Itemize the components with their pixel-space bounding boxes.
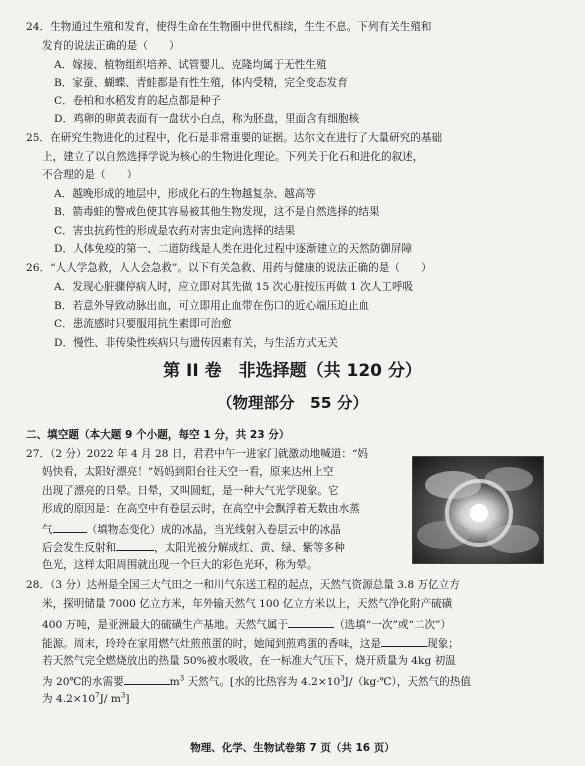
sun-halo-photo [412, 456, 544, 564]
sun-halo-image [413, 457, 543, 563]
q26-stem-line-1: 26．“人人学急救，人人会急救”。以下有关急救、用药与健康的说法正确的是（ ） [26, 262, 432, 274]
q26-option-d: D．慢性、非传染性疾病只与遗传因素有关，与生活方式无关 [54, 337, 338, 349]
q28-line-2: 米，探明储量 7000 亿立方米，年外输天然气 100 亿立方米以上，天然气净化附产硫磺 [42, 598, 453, 610]
q25-stem-line-2: 上，建立了以自然选择学说为核心的生物进化理论。下列关于化石和进化的叙述， [42, 151, 424, 163]
q24-option-b: B．家蚕、蝴蝶、青蛙都是有性生殖，体内受精，完全变态发育 [54, 77, 348, 89]
q26-option-a: A．发现心脏骤停病人时，应立即对其先做 15 次心脏按压再做 1 次人工呼吸 [54, 281, 414, 293]
q28-blank-3[interactable] [124, 673, 170, 685]
q27-line-7: 色光，这样太阳周围就出现一个巨大的彩色光环，称为晕。 [42, 559, 318, 571]
q27-line-4: 形成的原因是：在高空中有卷层云时，在高空中会飘浮着无数由水蒸 [42, 503, 360, 515]
part-heading: 二、填空题（本大题 9 个小题，每空 1 分，共 23 分） [26, 429, 290, 441]
q28-line-6: 为 20℃的水需要 $m^3$ 天然气。[水的比热容为 $4.2\times 10^3J/(kg\cdot℃)$，天然气的热值 [42, 674, 471, 688]
q25-option-b: B．箭毒蛙的警戒色使其容易被其他生物发现，这不是自然选择的结果 [54, 206, 380, 218]
q28-line-5: 若天然气完全燃烧放出的热量 50%被水吸收，在一标准大气压下，烧开质量为 4kg 初温 [42, 655, 456, 667]
q24-option-d: D．鸡卵的卵黄表面有一盘状小白点，称为胚盘，里面含有细胞核 [54, 113, 360, 125]
q27-line-6: 后会发生反射和 ，太阳光被分解成红、黄、绿、紫等多种 [42, 539, 345, 555]
q27-line-5: 气 （填物态变化）成的冰晶，当光线射入卷层云中的冰晶 [42, 521, 341, 537]
q25-option-c: C．害虫抗药性的形成是农药对害虫定向选择的结果 [54, 225, 296, 237]
q24-stem-line-2: 发育的说法正确的是（ ） [42, 40, 180, 52]
q28-line-7: 为 $4.2\times 10^7J/$ $m^3$] [42, 691, 130, 705]
q26-option-c: C．患流感时只要服用抗生素即可治愈 [54, 318, 232, 330]
q25-stem-line-1: 25．在研究生物进化的过程中，化石是非常重要的证据。达尔文在进行了大量研究的基础 [26, 132, 443, 144]
q27-blank-1[interactable] [53, 521, 87, 533]
q28-line-1: 28．（3 分）达州是全国三大气田之一和川气东送工程的起点，天然气资源总量 3.8 万亿立方 [26, 579, 460, 591]
q25-stem-line-3: 不合理的是（ ） [42, 169, 138, 181]
q25-option-d: D．人体免疫的第一、二道防线是人类在进化过程中逐渐建立的天然防御屏障 [54, 243, 413, 255]
q24-option-a: A．嫁接、植物组织培养、试管婴儿、克隆均属于无性生殖 [54, 59, 327, 71]
q28-line-3: 400 万吨，是亚洲最大的硫磺生产基地。天然气属于 （选填“一次”或“二次”） [42, 616, 451, 632]
q27-line-3: 出现了漂亮的日晕。日晕，又叫圆虹，是一种大气光学现象。它 [42, 485, 339, 497]
q27-line-2: 妈快看，太阳好漂亮！”妈妈到阳台往天空一看，原来达州上空 [42, 466, 334, 478]
page-footer: 物理、化学、生物试卷第 7 页（共 16 页） [190, 742, 395, 754]
q27-blank-2[interactable] [116, 539, 154, 551]
q27-line-1: 27．（2 分）2022 年 4 月 28 日，君君中午一进家门就激动地喊道：“妈 [26, 448, 368, 460]
q28-blank-1[interactable] [288, 616, 334, 628]
q24-option-c: C．卷柏和水稻发育的起点都是种子 [54, 95, 222, 107]
q28-blank-2[interactable] [381, 635, 427, 647]
q25-option-a: A．越晚形成的地层中，形成化石的生物越复杂、越高等 [54, 188, 316, 200]
section-subtitle: （物理部分 55 分） [217, 394, 368, 412]
section-title: 第 II 卷 非选择题（共 120 分） [163, 361, 422, 381]
q26-option-b: B．若意外导致动脉出血，可立即用止血带在伤口的近心端压迫止血 [54, 300, 370, 312]
q28-line-4: 能源。周末，玲玲在家用燃气灶煎煎蛋的时，她闻到煎鸡蛋的香味，这是 现象； [42, 635, 459, 651]
q24-stem-line-1: 24．生物通过生殖和发育，使得生命在生物圈中世代相续，生生不息。下列有关生殖和 [26, 21, 432, 33]
